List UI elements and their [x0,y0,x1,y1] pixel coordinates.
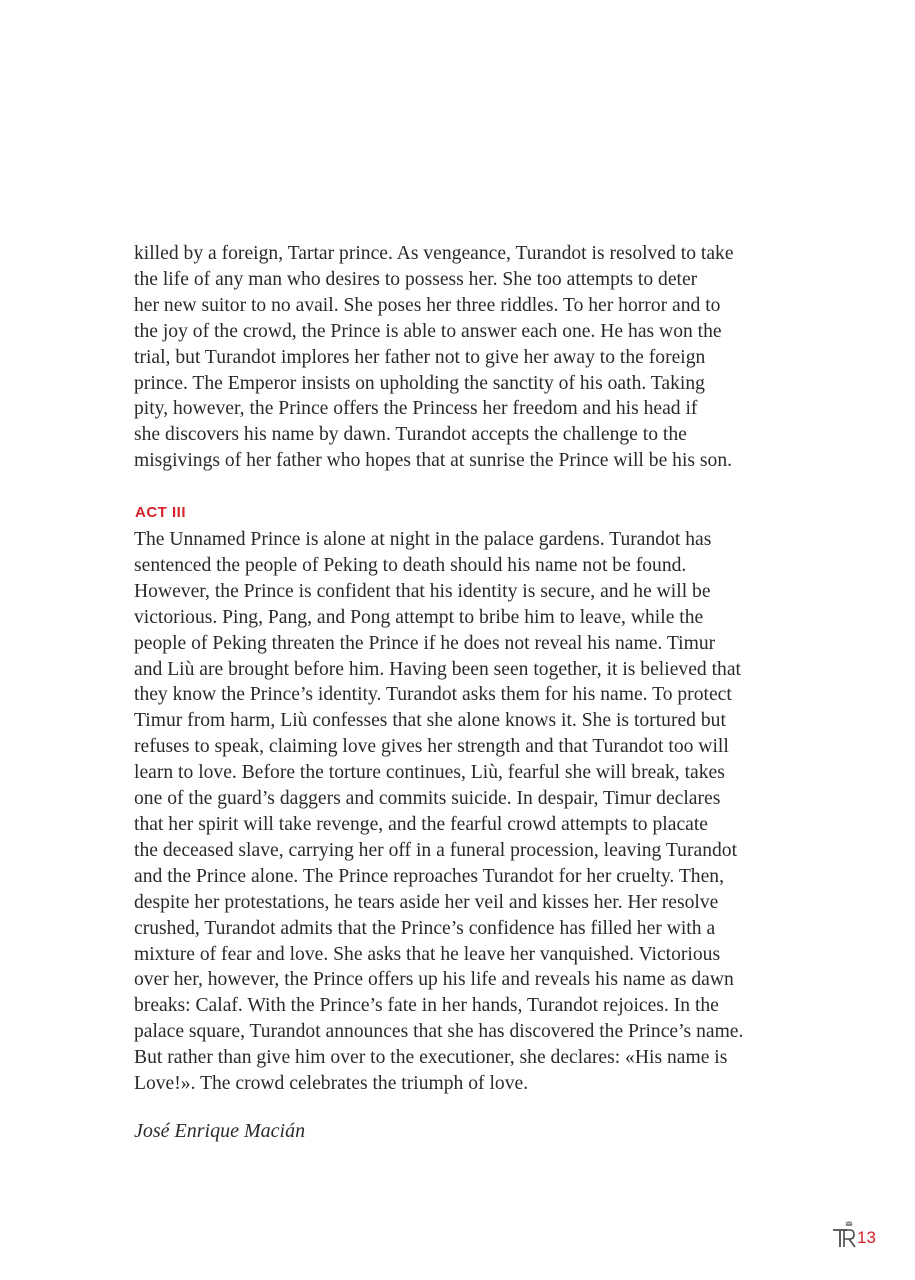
text-line: the life of any man who desires to possess her. She too attempts to deter [134,268,698,290]
text-line: one of the guard’s daggers and commits suicide. In despair, Timur declares [134,788,721,810]
text-line: Timur from harm, Liù confesses that she alone knows it. She is tortured but [134,710,726,732]
teatro-real-logo-icon [832,1220,858,1250]
text-line: people of Peking threaten the Prince if he does not reveal his name. Timur [134,632,716,654]
text-line: crushed, Turandot admits that the Prince’s confidence has filled her with a [134,917,716,939]
text-line: However, the Prince is confident that his identity is secure, and he will be [134,580,711,602]
text-line: the joy of the crowd, the Prince is able to answer each one. He has won the [134,320,722,342]
text-line: mixture of fear and love. She asks that he leave her vanquished. Victorious [134,943,721,965]
section-heading-act-iii: ACT III [135,504,186,521]
text-line: misgivings of her father who hopes that at sunrise the Prince will be his son. [134,450,733,472]
text-line: victorious. Ping, Pang, and Pong attempt to bribe him to leave, while the [134,606,704,628]
text-line: pity, however, the Prince offers the Princess her freedom and his head if [134,398,698,420]
text-line: killed by a foreign, Tartar prince. As vengeance, Turandot is resolved to take [134,243,734,264]
author-signature: José Enrique Macián [134,1120,306,1142]
text-line: she discovers his name by dawn. Turandot accepts the challenge to the [134,424,687,446]
synopsis-paragraph-act-iii [134,527,796,1097]
text-line: her new suitor to no avail. She poses her three riddles. To her horror and to [134,294,721,316]
text-line: The Unnamed Prince is alone at night in the palace gardens. Turandot has [134,529,712,550]
text-line: Love!». The crowd celebrates the triumph of love. [134,1073,529,1095]
page-number: 13 [857,1228,876,1247]
text-line: prince. The Emperor insists on upholding the sanctity of his oath. Taking [134,372,705,394]
text-line: and the Prince alone. The Prince reproaches Turandot for her cruelty. Then, [134,865,724,887]
text-line: the deceased slave, carrying her off in a funeral procession, leaving Turandot [134,839,738,861]
text-line: trial, but Turandot implores her father not to give her away to the foreign [134,346,706,368]
text-line: they know the Prince’s identity. Turandot asks them for his name. To protect [134,684,732,706]
text-line: over her, however, the Prince offers up his life and reveals his name as dawn [134,969,734,991]
text-line: sentenced the people of Peking to death should his name not be found. [134,554,687,576]
text-line: and Liù are brought before him. Having been seen together, it is believed that [134,658,741,680]
text-line: breaks: Calaf. With the Prince’s fate in her hands, Turandot rejoices. In the [134,995,719,1017]
text-line: learn to love. Before the torture continues, Liù, fearful she will break, takes [134,762,725,784]
text-line: despite her protestations, he tears aside her veil and kisses her. Her resolve [134,891,719,913]
text-line: that her spirit will take revenge, and the fearful crowd attempts to placate [134,813,708,835]
synopsis-paragraph-act-ii-end [134,241,796,474]
text-line: refuses to speak, claiming love gives her strength and that Turandot too will [134,736,729,758]
text-line: palace square, Turandot announces that she has discovered the Prince’s name. [134,1021,744,1043]
text-line: But rather than give him over to the executioner, she declares: «His name is [134,1047,728,1069]
